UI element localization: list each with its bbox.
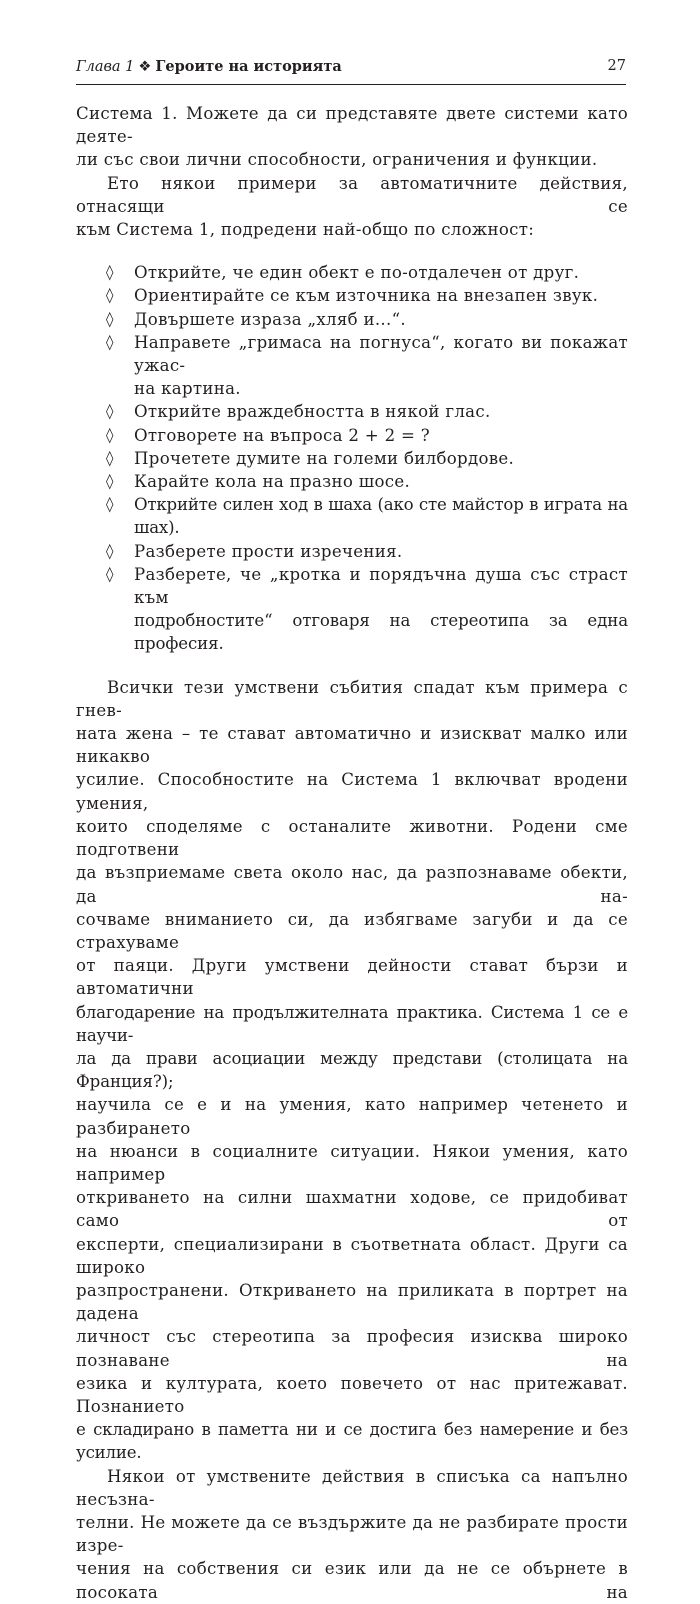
diamond-bullet-icon: ◊ <box>106 309 114 328</box>
text-line: Всички тези умствени събития спадат към примера с гнев- <box>76 677 628 720</box>
text-line: от паяци. Други умствени дейности стават бързи и автоматични <box>76 956 628 999</box>
list-item-text: Направете „гримаса на погнуса“, когато ви покажат ужас- <box>134 332 628 376</box>
examples-list <box>76 261 628 655</box>
list-item-text: на картина. <box>134 379 241 399</box>
text-line: ла да прави асоциации между представи (столицата на Франция?); <box>76 1048 628 1092</box>
text-line: откриването на силни шахматни ходове, се придобиват само от <box>76 1188 628 1231</box>
text-line: езика и културата, което повечето от нас притежават. Познанието <box>76 1373 628 1416</box>
text-line: на нюанси в социалните ситуации. Някои умения, като например <box>76 1141 628 1184</box>
list-item <box>76 400 628 423</box>
text-line: ната жена – те стават автоматично и изискват малко или никакво <box>76 724 628 767</box>
paragraph-unconscious-actions <box>76 1465 628 1604</box>
list-item <box>76 470 628 493</box>
text-line: експерти, специализирани в съответната област. Други са широко <box>76 1234 628 1277</box>
list-item <box>76 540 628 563</box>
text-line: да възприемаме света около нас, да разпознаваме обекти, да на- <box>76 863 628 906</box>
chapter-title: Героите на историята <box>155 58 342 75</box>
list-item <box>76 261 628 284</box>
text-line: които споделяме с останалите животни. Родени сме подготвени <box>76 816 628 860</box>
list-item <box>76 331 628 401</box>
diamond-bullet-icon: ◊ <box>106 448 114 467</box>
list-item <box>76 284 628 307</box>
list-item <box>76 447 628 470</box>
chapter-label: Глава 1 <box>76 59 135 75</box>
list-item <box>76 563 628 656</box>
list-item <box>76 493 628 539</box>
running-header <box>76 58 626 82</box>
list-item-text: Открийте силен ход в шаха (ако сте майстор в играта на шах). <box>134 495 628 538</box>
list-item-text: Разберете, че „кротка и порядъчна душа със страст към <box>134 564 628 608</box>
paragraph-examples-intro <box>76 172 628 242</box>
diamond-bullet-icon: ◊ <box>106 564 114 583</box>
text-line: към Система 1, подредени най-общо по сложност: <box>76 220 535 240</box>
text-line: личност със стереотипа за професия изисква широко познаване на <box>76 1327 628 1370</box>
page-number: 27 <box>607 58 626 74</box>
text-line: чения на собствения си език или да не се обърнете в посоката на <box>76 1559 628 1602</box>
text-line: благодарение на продължителната практика. Система 1 се е научи- <box>76 1002 628 1045</box>
text-line: телни. Не можете да се въздържите да не разбирате прости изре- <box>76 1512 628 1556</box>
paragraph-continuation <box>76 102 628 172</box>
list-item-text: Отговорете на въпроса 2 + 2 = ? <box>134 425 430 445</box>
list-item <box>76 424 628 447</box>
diamond-bullet-icon: ◊ <box>106 263 114 282</box>
list-item-text: Карайте кола на празно шосе. <box>134 472 411 492</box>
list-item-text: Разберете прости изречения. <box>134 541 403 561</box>
header-rule <box>76 84 626 85</box>
list-item-text: Довършете израза „хляб и...“. <box>134 309 406 329</box>
list-item-text: Открийте враждебността в някой глас. <box>134 402 491 422</box>
list-item-text: Прочетете думите на големи билбордове. <box>134 448 515 468</box>
list-item <box>76 308 628 331</box>
text-line: Някои от умствените действия в списъка са напълно несъзна- <box>76 1466 628 1509</box>
text-line: разпространени. Откриването на приликата в портрет на дадена <box>76 1280 628 1324</box>
diamond-bullet-icon: ◊ <box>106 472 114 491</box>
ornament-separator: ❖ <box>138 59 152 75</box>
page-body <box>76 102 628 1604</box>
text-line: е складирано в паметта ни и се достига без намерение и без усилие. <box>76 1420 628 1463</box>
list-item-text: Ориентирайте се към източника на внезапен звук. <box>134 286 599 306</box>
list-item-text: подробностите“ отговаря на стереотипа за една професия. <box>134 611 628 654</box>
text-line: Система 1. Можете да си представяте двете системи като деяте- <box>76 104 628 147</box>
diamond-bullet-icon: ◊ <box>106 286 114 305</box>
list-item-text: Открийте, че един обект е по-отдалечен от друг. <box>134 263 580 283</box>
diamond-bullet-icon: ◊ <box>106 402 114 421</box>
diamond-bullet-icon: ◊ <box>106 541 114 560</box>
text-line: научила се е и на умения, като например четенето и разбирането <box>76 1095 628 1138</box>
diamond-bullet-icon: ◊ <box>106 332 114 351</box>
paragraph-system1-abilities <box>76 676 628 1465</box>
text-line: Ето някои примери за автоматичните действия, отнасящи се <box>76 173 628 216</box>
text-line: сочваме вниманието си, да избягваме загуби и да се страхуваме <box>76 909 628 952</box>
diamond-bullet-icon: ◊ <box>106 495 114 514</box>
diamond-bullet-icon: ◊ <box>106 425 114 444</box>
text-line: усилие. Способностите на Система 1 включват вродени умения, <box>76 770 628 813</box>
text-line: ли със свои лични способности, ограничения и функции. <box>76 150 598 170</box>
